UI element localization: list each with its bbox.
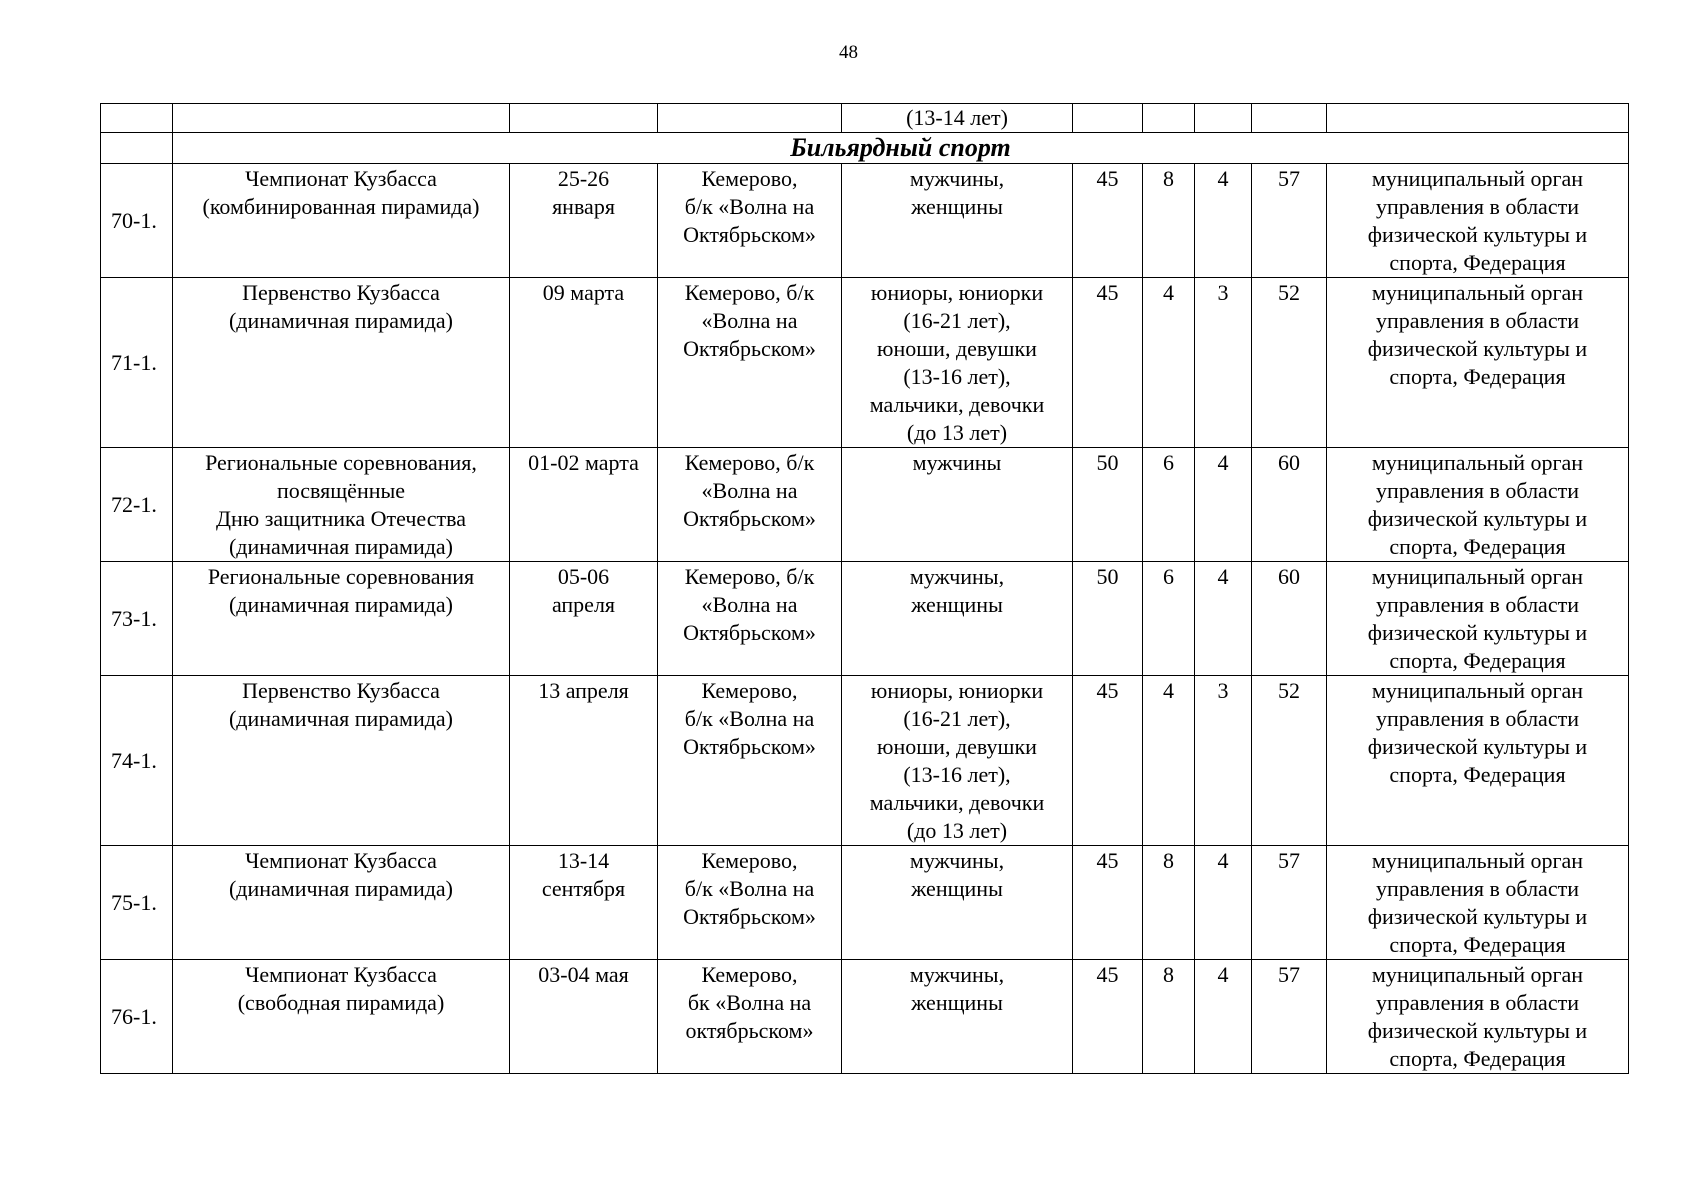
cell-c2: 6 [1143, 448, 1195, 562]
page-number: 48 [839, 42, 858, 63]
cell-line: женщины [911, 194, 1003, 219]
cell-line: 01-02 марта [528, 450, 639, 475]
cell-line: (динамичная пирамида) [228, 592, 454, 617]
cell-line: муниципальный орган [1371, 848, 1584, 873]
continuation-row [101, 104, 1629, 133]
cell-num: 70-1. [101, 164, 173, 278]
cell-participants [842, 278, 1073, 448]
cell-organizer [1327, 164, 1629, 278]
cell-participants [842, 960, 1073, 1074]
cell-line: мужчины, [909, 166, 1005, 191]
cell-c3: 4 [1195, 846, 1252, 960]
cell-date [510, 562, 658, 676]
cell-c2: 8 [1143, 164, 1195, 278]
cell-event [173, 676, 510, 846]
cell-line: 03-04 мая [538, 962, 629, 987]
cell-line: мужчины [912, 450, 1002, 475]
cell-c1: 45 [1073, 846, 1143, 960]
cell-line: физической культуры и [1367, 734, 1588, 759]
cell-line: спорта, Федерация [1389, 534, 1566, 559]
cell-line: (комбинированная пирамида) [202, 194, 480, 219]
section-title: Бильярдный спорт [173, 133, 1629, 164]
cell-line: муниципальный орган [1371, 962, 1584, 987]
cell-line: (динамичная пирамида) [228, 706, 454, 731]
cell-event [173, 448, 510, 562]
cell-line: Региональные соревнования, [205, 450, 477, 475]
cell-line: (13-16 лет), [903, 364, 1011, 389]
cell-line: б/к «Волна на [684, 876, 815, 901]
cell-place [658, 278, 842, 448]
cell-line: Кемерово, б/к [684, 564, 815, 589]
cell-line: (13-16 лет), [903, 762, 1011, 787]
cell-line: Кемерово, [701, 166, 798, 191]
table-row [101, 676, 1629, 846]
cell-event [173, 104, 510, 133]
cell-c4: 52 [1252, 676, 1327, 846]
cell-line: управления в области [1376, 194, 1579, 219]
cell-line: управления в области [1376, 478, 1579, 503]
cell-line: мальчики, девочки [869, 790, 1045, 815]
cell-line: спорта, Федерация [1389, 762, 1566, 787]
cell-line: октябрьском» [685, 1018, 814, 1043]
cell-line: (динамичная пирамида) [228, 534, 454, 559]
cell-c2 [1143, 104, 1195, 133]
events-table [100, 103, 1629, 1074]
cell-date [510, 448, 658, 562]
cell-line: Первенство Кузбасса [242, 678, 440, 703]
cell-line: физической культуры и [1367, 620, 1588, 645]
cell-event [173, 278, 510, 448]
table-row [101, 960, 1629, 1074]
cell-place [658, 676, 842, 846]
section-row [101, 133, 1629, 164]
cell-line: (16-21 лет), [903, 308, 1011, 333]
cell-line: физической культуры и [1367, 904, 1588, 929]
cell-line: апреля [551, 592, 616, 617]
cell-c1: 45 [1073, 676, 1143, 846]
table-body [101, 104, 1629, 1074]
cell-line: спорта, Федерация [1389, 648, 1566, 673]
cell-c2: 4 [1143, 676, 1195, 846]
cell-participants [842, 562, 1073, 676]
cell-line: муниципальный орган [1371, 280, 1584, 305]
cell-c4: 57 [1252, 164, 1327, 278]
cell-line: 05-06 [557, 564, 610, 589]
cell-line: физической культуры и [1367, 222, 1588, 247]
cell-participants [842, 448, 1073, 562]
cell-place [658, 104, 842, 133]
cell-line: Региональные соревнования [207, 564, 475, 589]
table-row [101, 448, 1629, 562]
cell-num: 71-1. [101, 278, 173, 448]
cell-date [510, 278, 658, 448]
cell-num [101, 104, 173, 133]
cell-line: женщины [911, 592, 1003, 617]
cell-c4: 57 [1252, 846, 1327, 960]
cell-line: Октябрьском» [683, 734, 816, 759]
cell-organizer [1327, 104, 1629, 133]
cell-date [510, 164, 658, 278]
cell-line: «Волна на [701, 592, 798, 617]
cell-line: Кемерово, [701, 848, 798, 873]
cell-line: юниоры, юниорки [870, 678, 1044, 703]
cell-line: женщины [911, 876, 1003, 901]
cell-line: спорта, Федерация [1389, 250, 1566, 275]
cell-line: мужчины, [909, 962, 1005, 987]
cell-line: Чемпионат Кузбасса [245, 848, 437, 873]
cell-place [658, 164, 842, 278]
cell-line: (динамичная пирамида) [228, 308, 454, 333]
cell-c1: 45 [1073, 278, 1143, 448]
cell-line: мальчики, девочки [869, 392, 1045, 417]
table-row [101, 164, 1629, 278]
cell-c4 [1252, 104, 1327, 133]
cell-line: Октябрьском» [683, 336, 816, 361]
cell-line: б/к «Волна на [684, 706, 815, 731]
cell-date [510, 960, 658, 1074]
cell-line: муниципальный орган [1371, 166, 1584, 191]
cell-event [173, 562, 510, 676]
cell-line: 13-14 [557, 848, 610, 873]
cell-line: (16-21 лет), [903, 706, 1011, 731]
cell-c4: 57 [1252, 960, 1327, 1074]
cell-c2: 6 [1143, 562, 1195, 676]
cell-line: женщины [911, 990, 1003, 1015]
cell-line: спорта, Федерация [1389, 364, 1566, 389]
cell-num: 73-1. [101, 562, 173, 676]
cell-line: Октябрьском» [683, 222, 816, 247]
cell-line: «Волна на [701, 308, 798, 333]
cell-line: (до 13 лет) [906, 420, 1008, 445]
cell-line: января [552, 194, 615, 219]
cell-participants [842, 164, 1073, 278]
cell-line: Октябрьском» [683, 620, 816, 645]
cell-event [173, 164, 510, 278]
cell-line: Дню защитника Отечества [215, 506, 466, 531]
cell-organizer [1327, 960, 1629, 1074]
cell-c1: 45 [1073, 960, 1143, 1074]
cell-line: б/к «Волна на [684, 194, 815, 219]
cell-event [173, 960, 510, 1074]
cell-organizer [1327, 676, 1629, 846]
cell-c4: 60 [1252, 562, 1327, 676]
cell-c2: 8 [1143, 960, 1195, 1074]
cell-line: Чемпионат Кузбасса [245, 962, 437, 987]
cell-date [510, 846, 658, 960]
cell-line: Кемерово, [701, 678, 798, 703]
cell-c1: 50 [1073, 562, 1143, 676]
cell-c3: 3 [1195, 676, 1252, 846]
cell-line: физической культуры и [1367, 1018, 1588, 1043]
cell-line: муниципальный орган [1371, 678, 1584, 703]
cell-line: управления в области [1376, 308, 1579, 333]
cell-participants [842, 846, 1073, 960]
cell-c1 [1073, 104, 1143, 133]
cell-date [510, 104, 658, 133]
cell-place [658, 562, 842, 676]
cell-event [173, 846, 510, 960]
cell-line: Октябрьском» [683, 904, 816, 929]
cell-organizer [1327, 278, 1629, 448]
cell-line: физической культуры и [1367, 506, 1588, 531]
cell-line: Кемерово, б/к [684, 450, 815, 475]
cell-place [658, 846, 842, 960]
cell-organizer [1327, 846, 1629, 960]
cell-c3: 4 [1195, 448, 1252, 562]
cell-line: Первенство Кузбасса [242, 280, 440, 305]
cell-line: спорта, Федерация [1389, 932, 1566, 957]
cell-c3: 4 [1195, 562, 1252, 676]
cell-line: «Волна на [701, 478, 798, 503]
cell-line: муниципальный орган [1371, 450, 1584, 475]
cell-line: управления в области [1376, 592, 1579, 617]
cell-line: Чемпионат Кузбасса [245, 166, 437, 191]
cell-line: 09 марта [542, 280, 625, 305]
cell-num: 76-1. [101, 960, 173, 1074]
cell-line: физической культуры и [1367, 336, 1588, 361]
cell-line: управления в области [1376, 876, 1579, 901]
cell-line: Октябрьском» [683, 506, 816, 531]
cell-line: мужчины, [909, 564, 1005, 589]
cell-line: мужчины, [909, 848, 1005, 873]
cell-c2: 4 [1143, 278, 1195, 448]
table-row [101, 562, 1629, 676]
cell-line: управления в области [1376, 706, 1579, 731]
cell-line: 25-26 [557, 166, 610, 191]
cell-c3: 3 [1195, 278, 1252, 448]
cell-num: 74-1. [101, 676, 173, 846]
cell-c3: 4 [1195, 164, 1252, 278]
section-num-cell [101, 133, 173, 164]
cell-participants: (13-14 лет) [842, 104, 1073, 133]
cell-c1: 45 [1073, 164, 1143, 278]
cell-line: управления в области [1376, 990, 1579, 1015]
cell-place [658, 960, 842, 1074]
cell-c3 [1195, 104, 1252, 133]
cell-c3: 4 [1195, 960, 1252, 1074]
cell-line: юноши, девушки [877, 734, 1037, 759]
cell-c1: 50 [1073, 448, 1143, 562]
cell-participants [842, 676, 1073, 846]
cell-num: 75-1. [101, 846, 173, 960]
cell-line: сентября [541, 876, 626, 901]
cell-line: Кемерово, б/к [684, 280, 815, 305]
cell-line: (до 13 лет) [906, 818, 1008, 843]
cell-date [510, 676, 658, 846]
cell-line: Кемерово, [701, 962, 798, 987]
cell-line: юноши, девушки [877, 336, 1037, 361]
cell-line: юниоры, юниорки [870, 280, 1044, 305]
cell-organizer [1327, 448, 1629, 562]
table-row [101, 846, 1629, 960]
cell-line: муниципальный орган [1371, 564, 1584, 589]
table-row [101, 278, 1629, 448]
cell-c4: 52 [1252, 278, 1327, 448]
cell-place [658, 448, 842, 562]
cell-line: (свободная пирамида) [237, 990, 445, 1015]
cell-line: 13 апреля [538, 678, 629, 703]
cell-c2: 8 [1143, 846, 1195, 960]
cell-line: спорта, Федерация [1389, 1046, 1566, 1071]
cell-line: посвящённые [276, 478, 406, 503]
cell-line: (динамичная пирамида) [228, 876, 454, 901]
cell-organizer [1327, 562, 1629, 676]
cell-c4: 60 [1252, 448, 1327, 562]
cell-num: 72-1. [101, 448, 173, 562]
cell-line: бк «Волна на [687, 990, 812, 1015]
